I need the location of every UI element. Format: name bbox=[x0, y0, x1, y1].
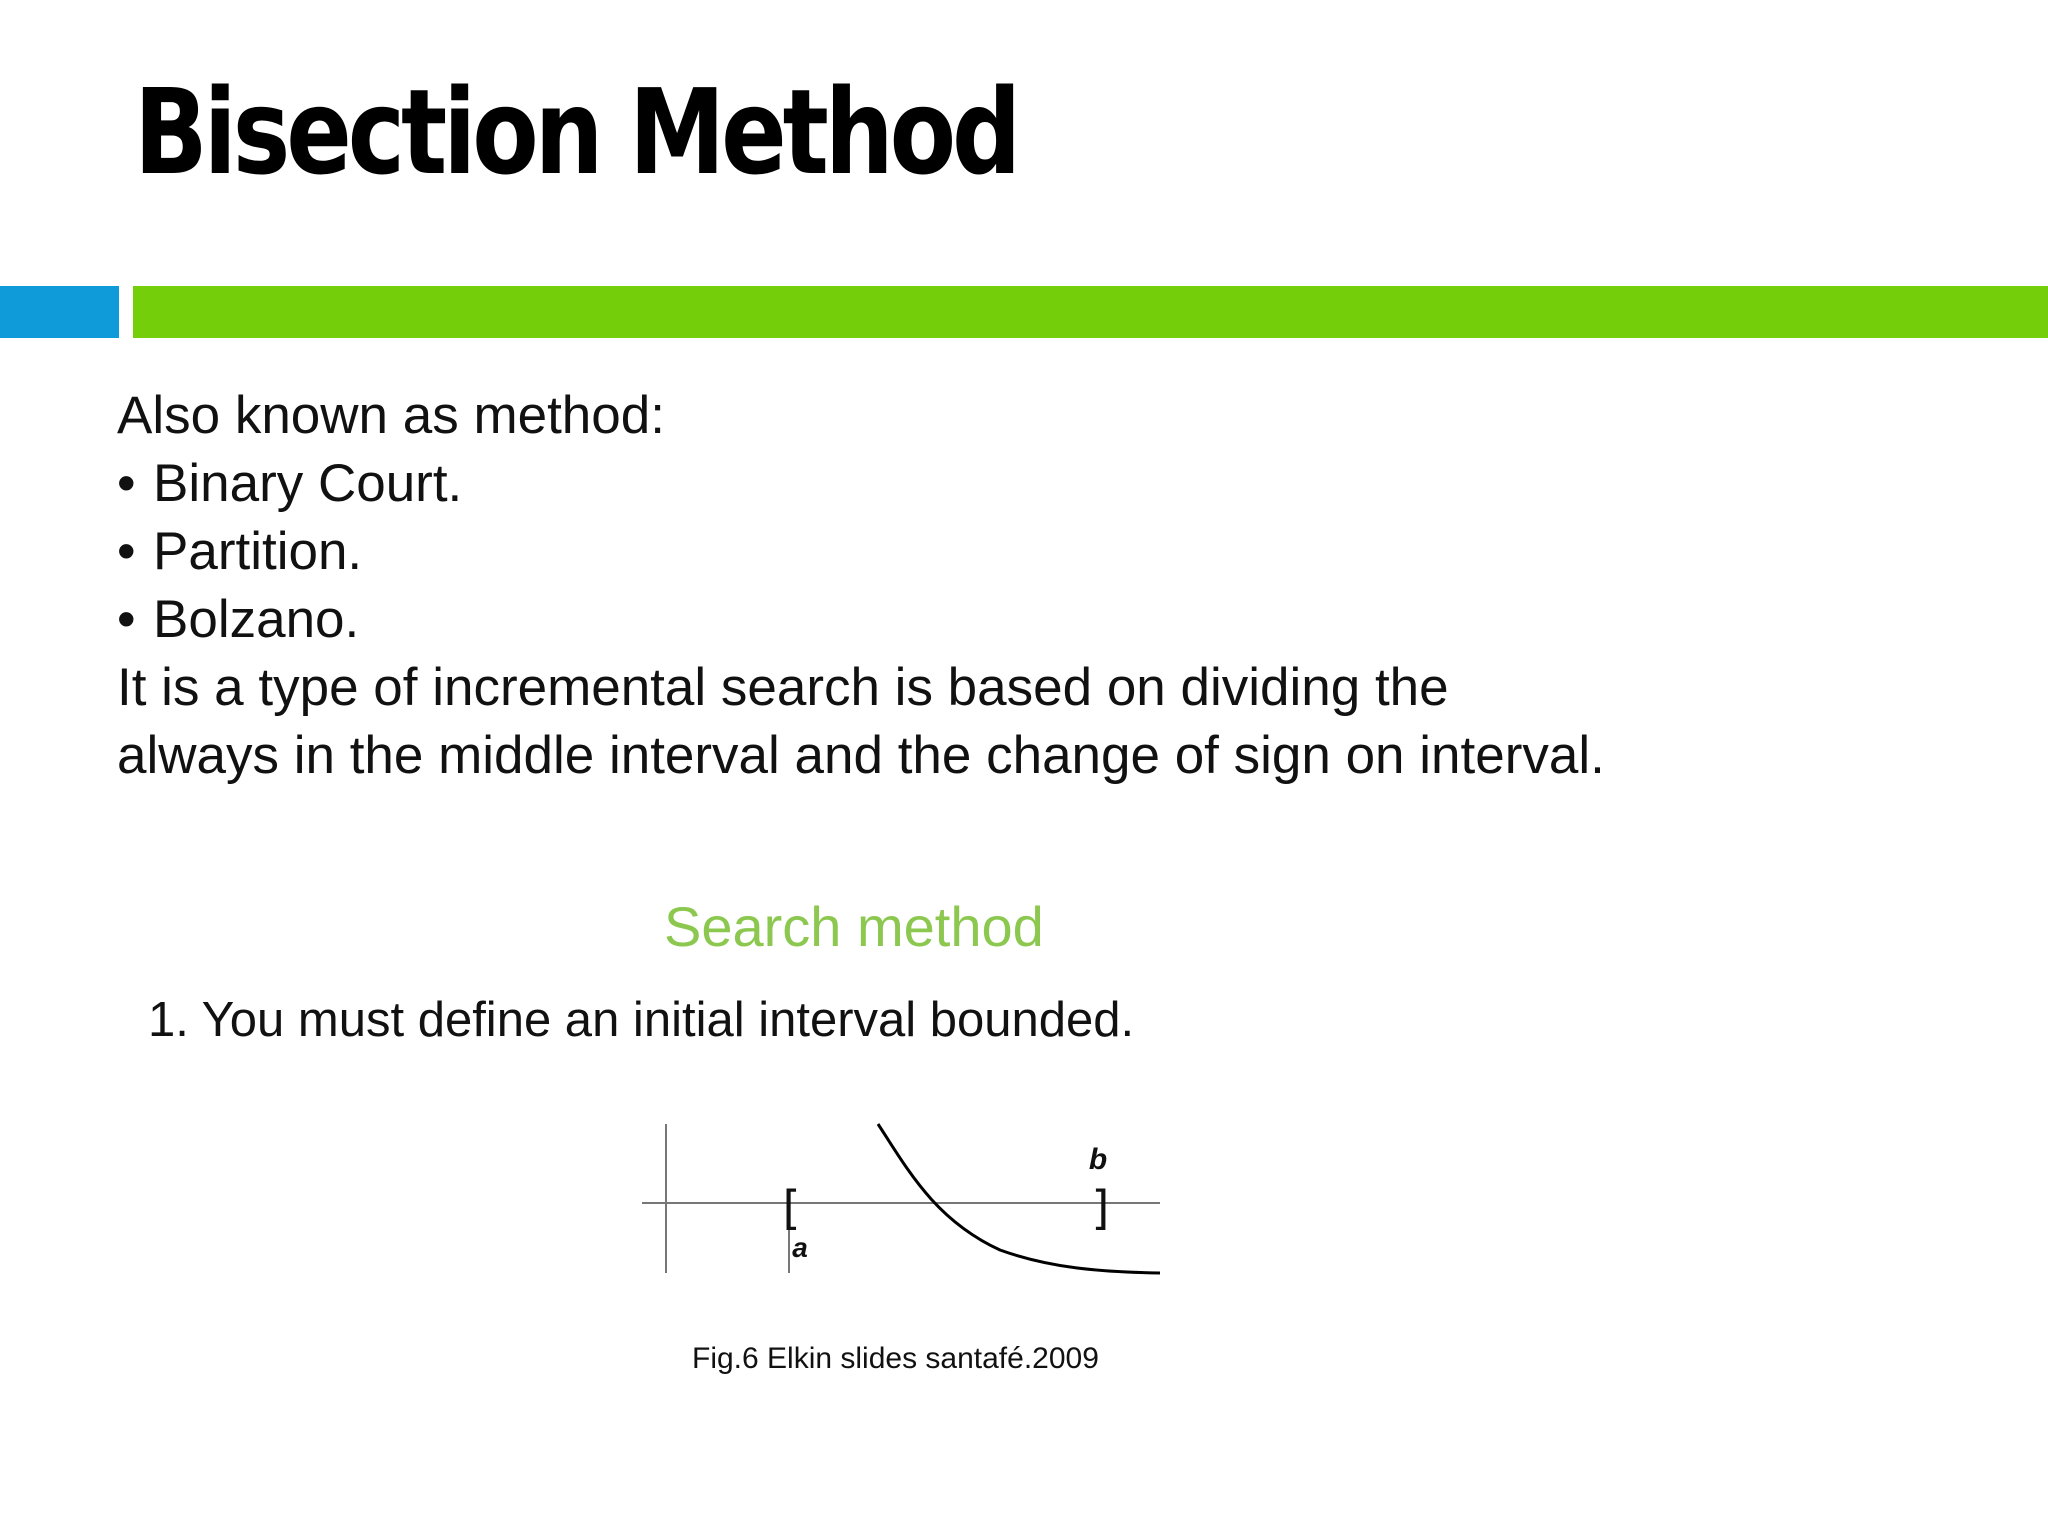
bracket-left: [ bbox=[776, 1181, 804, 1235]
bullet-icon: • bbox=[117, 590, 136, 649]
figure-caption: Fig.6 Elkin slides santafé.2009 bbox=[692, 1342, 1099, 1375]
alias-item bbox=[117, 586, 1617, 654]
step-one-text: 1. You must define an initial interval bounded. bbox=[148, 993, 1135, 1047]
label-a: a bbox=[792, 1232, 808, 1263]
intro-lead: Also known as method: bbox=[117, 386, 665, 445]
accent-bar-green bbox=[133, 286, 2048, 338]
alias-label: Partition. bbox=[153, 522, 363, 581]
slide-body bbox=[117, 382, 1617, 790]
label-b: b bbox=[1088, 1143, 1108, 1176]
alias-label: Binary Court. bbox=[153, 454, 463, 513]
bisection-figure bbox=[630, 1110, 1190, 1310]
bullet-icon: • bbox=[117, 522, 136, 581]
alias-item bbox=[117, 450, 1617, 518]
interval-diagram bbox=[630, 1110, 1190, 1310]
alias-item bbox=[117, 518, 1617, 586]
alias-label: Bolzano. bbox=[153, 590, 360, 649]
slide-title: Bisection Method bbox=[134, 63, 1018, 201]
section-heading: Search method bbox=[664, 895, 1044, 958]
bracket-right: ] bbox=[1088, 1181, 1116, 1235]
alias-list bbox=[117, 450, 1617, 654]
method-description: It is a type of incremental search is based on dividing the always in the middle interval and the change of sign on interval. bbox=[117, 658, 1605, 785]
bullet-icon: • bbox=[117, 454, 136, 513]
accent-bar-blue bbox=[0, 286, 119, 338]
function-curve bbox=[878, 1124, 1160, 1273]
